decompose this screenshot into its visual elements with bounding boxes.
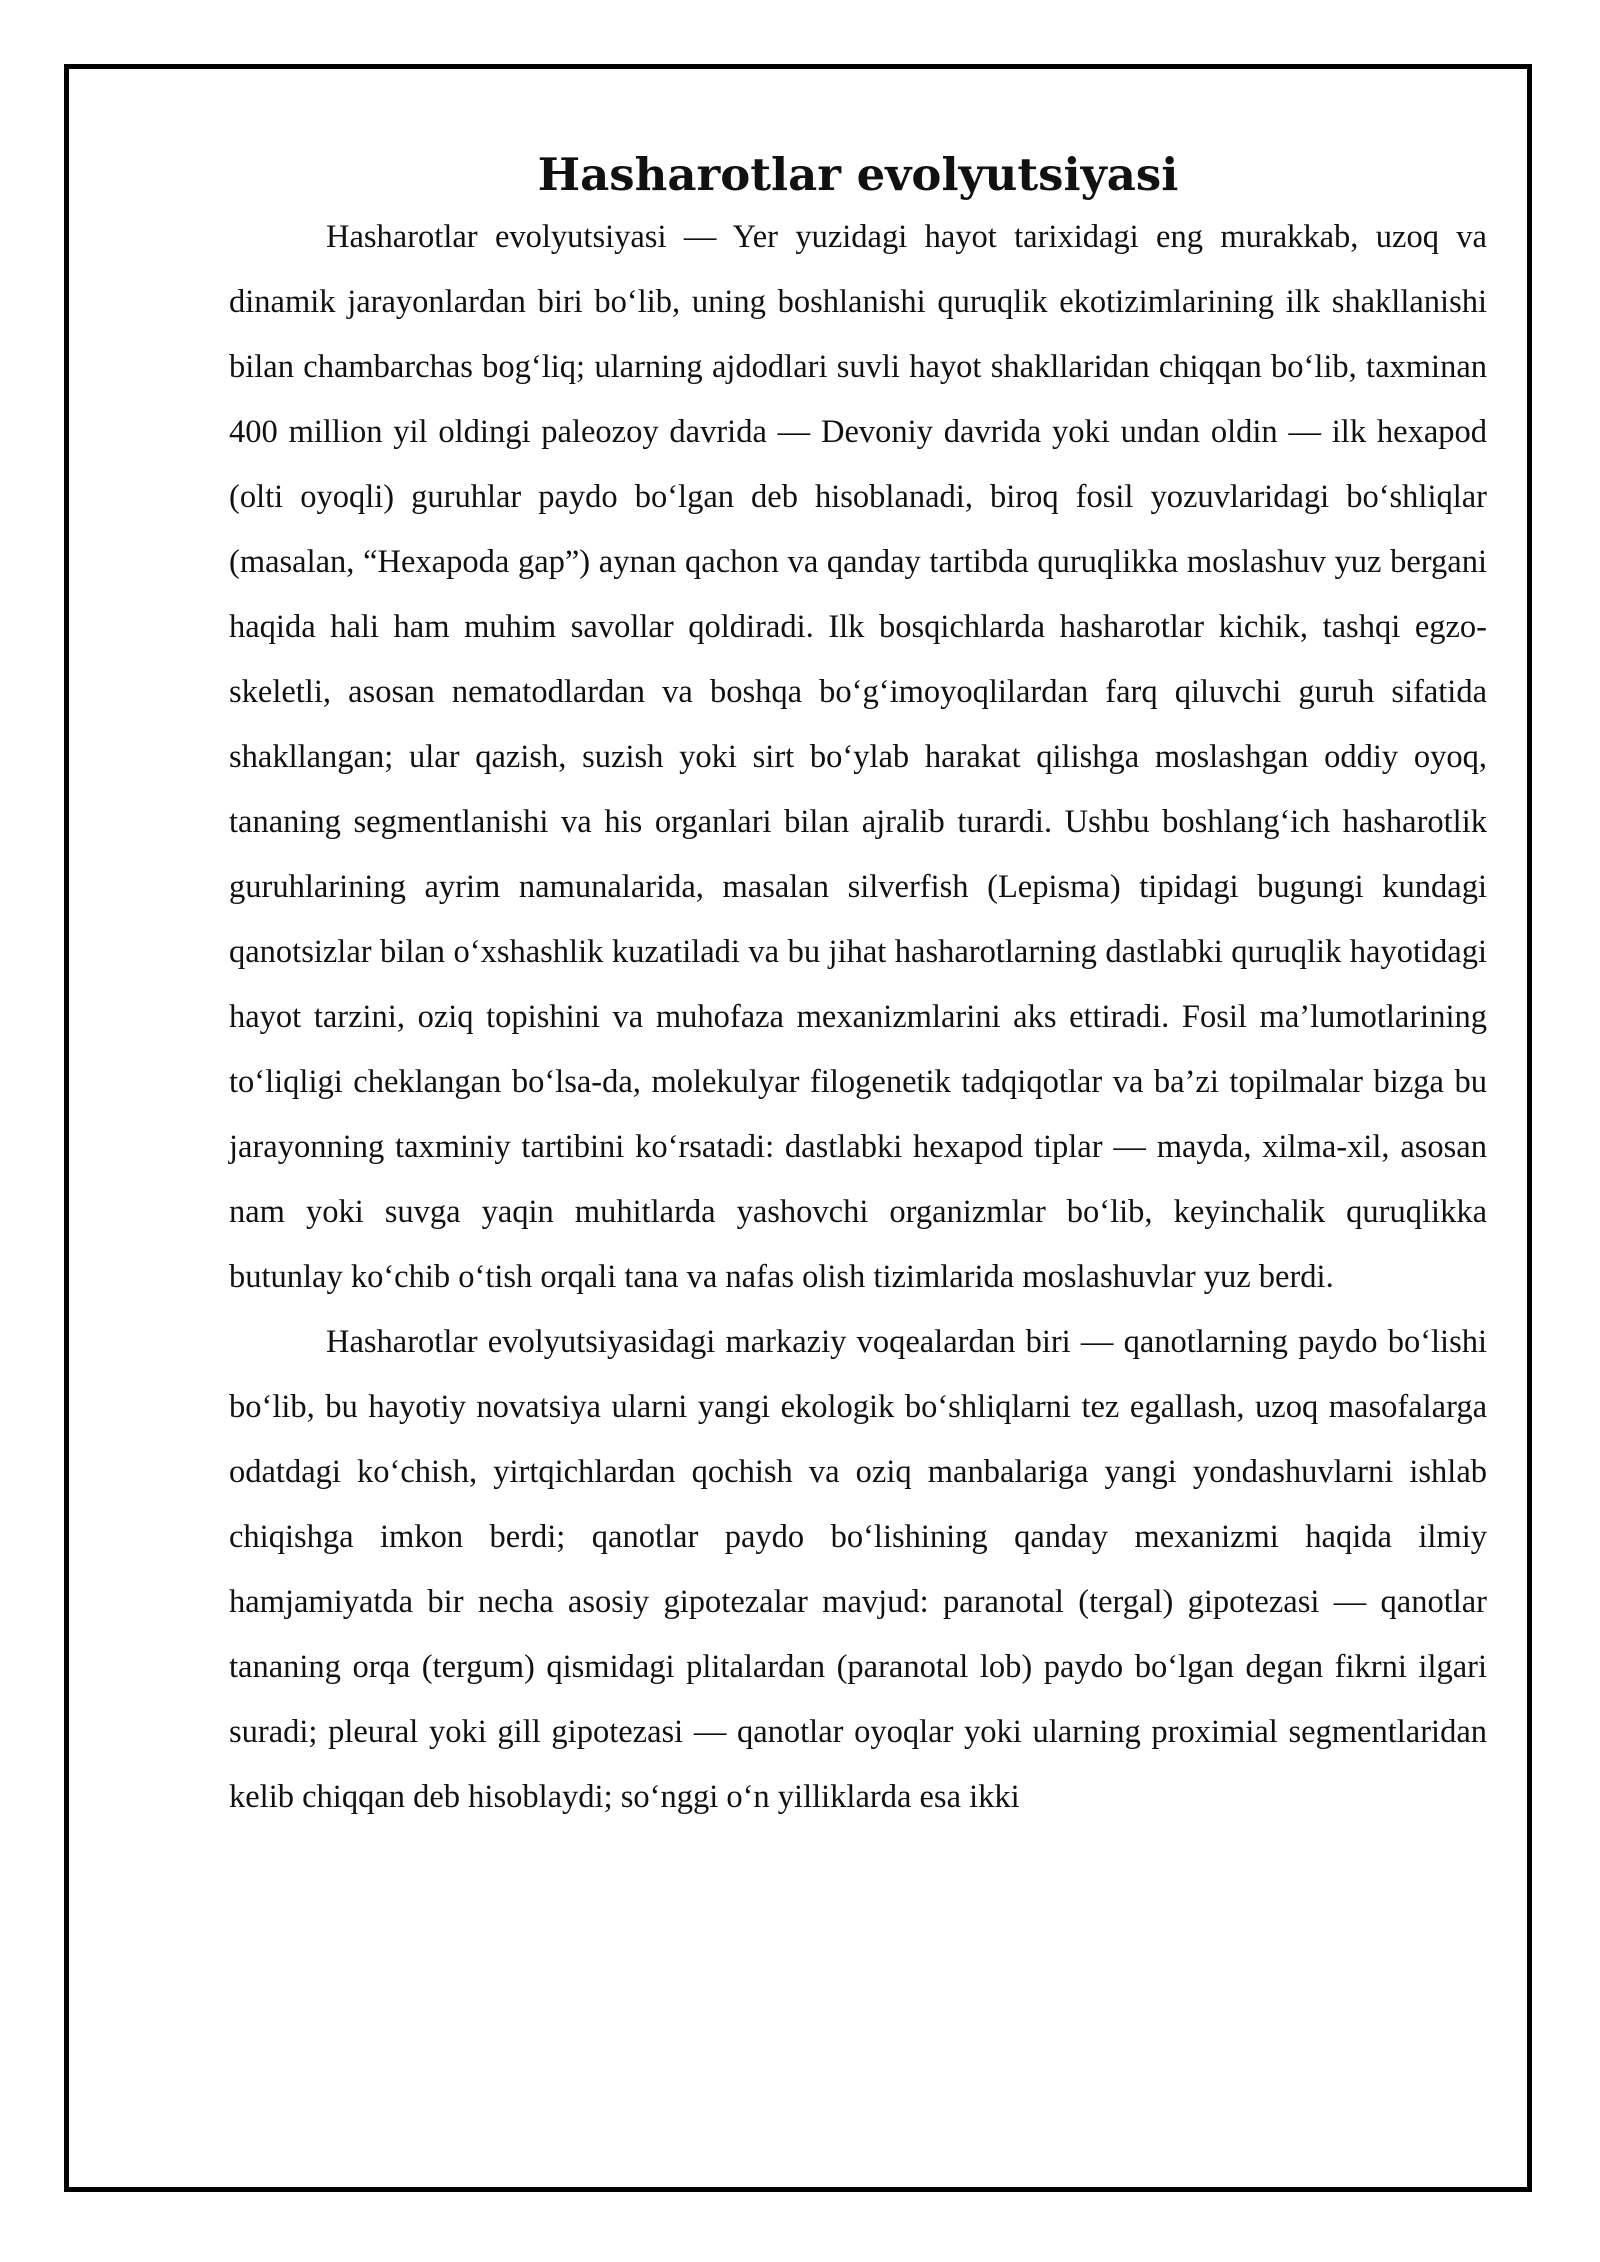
paragraph-2: Hasharotlar evolyutsiyasidagi markaziy voqealardan biri — qanotlarning paydo bo‘lishi bo‘lib, bu hayotiy novatsiya ularni yangi ekologik bo‘shliqlarni tez egallash, uzoq masofalarga odatdagi ko‘chish, yirtqichlardan qochish va oziq manbalariga yangi yondashuvlarni ishlab chiqishga imkon berdi; qanotlar paydo bo‘lishining qanday mexanizmi haqida ilmiy hamjamiyatda bir necha asosiy gipotezalar mavjud: paranotal (tergal) gipotezasi — qanotlar tananing orqa (tergum) qismidagi plitalardan (paranotal lob) paydo bo‘lgan degan fikrni ilgari suradi; pleural yoki gill gipotezasi — qanotlar oyoqlar yoki ularning proximial segmentlaridan kelib chiqqan deb hisoblaydi; so‘nggi o‘n yilliklarda esa ikki: [229, 1324, 1487, 1815]
paragraph-1: Hasharotlar evolyutsiyasi — Yer yuzidagi hayot tarixidagi eng murakkab, uzoq va dinamik jarayonlardan biri bo‘lib, uning boshlanishi quruqlik ekotizimlarining ilk shakllanishi bilan chambarchas bog‘liq; ularning ajdodlari suvli hayot shakllaridan chiqqan bo‘lib, taxminan 400 million yil oldingi paleozoy davrida — Devoniy davrida yoki undan oldin — ilk hexapod (olti oyoqli) guruhlar paydo bo‘lgan deb hisoblanadi, biroq fosil yozuvlaridagi bo‘shliqlar (masalan, “Hexapoda gap”) aynan qachon va qanday tartibda quruqlikka moslashuv yuz bergani haqida hali ham muhim savollar qoldiradi. Ilk bosqichlarda hasharotlar kichik, tashqi egzo-skeletli, asosan nematodlardan va boshqa bo‘g‘imoyoqlilardan farq qiluvchi guruh sifatida shakllangan; ular qazish, suzish yoki sirt bo‘ylab harakat qilishga moslashgan oddiy oyoq, tananing segmentlanishi va his organlari bilan ajralib turardi. Ushbu boshlang‘ich hasharotlik guruhlarining ayrim namunalarida, masalan silverfish (Lepisma) tipidagi bugungi kundagi qanotsizlar bilan o‘xshashlik kuzatiladi va bu jihat hasharotlarning dastlabki quruqlik hayotidagi hayot tarzini, oziq topishini va muhofaza mexanizmlarini aks ettiradi. Fosil ma’lumotlarining to‘liqligi cheklangan bo‘lsa-da, molekulyar filogenetik tadqiqotlar va ba’zi topilmalar bizga bu jarayonning taxminiy tartibini ko‘rsatadi: dastlabki hexapod tiplar — mayda, xilma-xil, asosan nam yoki suvga yaqin muhitlarda yashovchi organizmlar bo‘lib, keyinchalik quruqlikka butunlay ko‘chib o‘tish orqali tana va nafas olish tizimlarida moslashuvlar yuz berdi.: [229, 219, 1487, 1295]
document-title: Hasharotlar evolyutsiyasi: [537, 148, 1179, 201]
document-body: [229, 145, 1487, 1830]
